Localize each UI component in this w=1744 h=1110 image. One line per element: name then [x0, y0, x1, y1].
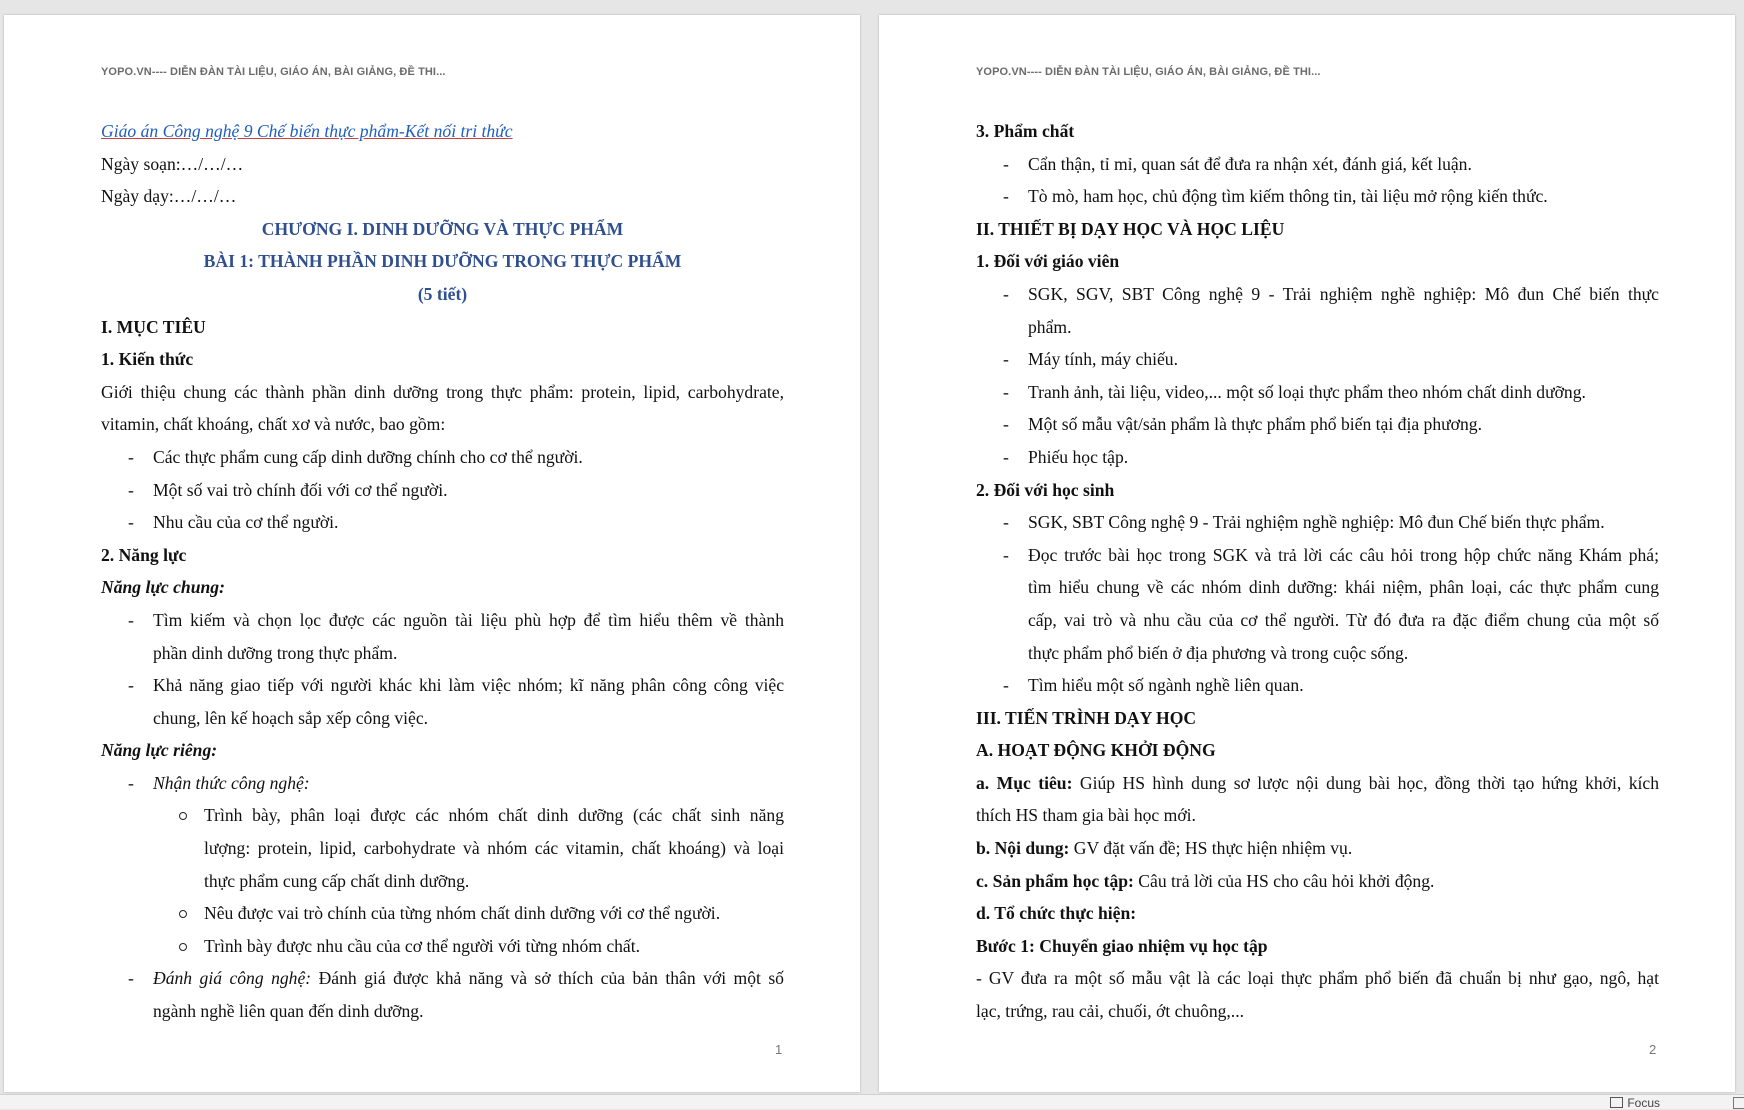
- subsection-heading: 2. Năng lực: [101, 544, 187, 565]
- page-body[interactable]: [976, 115, 1659, 1028]
- focus-label: Focus: [1627, 1096, 1660, 1110]
- list-item-continuation: ngành nghề liên quan đến dinh dưỡng.: [153, 1001, 424, 1022]
- page-header: YOPO.VN---- DIỄN ĐÀN TÀI LIỆU, GIÁO ÁN, BÀI GIẢNG, ĐỀ THI...: [976, 66, 1321, 78]
- paragraph-line: - GV đưa ra một số mẫu vật là các loại thực phẩm phổ biến đã chuẩn bị như gạo, ngô, hạt: [976, 968, 1659, 989]
- list-item: - Khả năng giao tiếp với người khác khi làm việc nhóm; kĩ năng phân công công việc: [101, 669, 784, 702]
- list-item-label: Đánh giá công nghệ:: [153, 968, 312, 989]
- subsection-heading: 1. Đối với giáo viên: [976, 251, 1120, 272]
- section-heading: I. MỤC TIÊU: [101, 316, 206, 337]
- subheading-italic: Năng lực chung:: [101, 577, 225, 598]
- section-heading: A. HOẠT ĐỘNG KHỞI ĐỘNG: [976, 740, 1216, 761]
- list-item: - Một số mẫu vật/sản phẩm là thực phẩm phổ biến tại địa phương.: [976, 408, 1659, 441]
- paragraph-line: thích HS tham gia bài học mới.: [976, 805, 1196, 826]
- list-item-continuation: chung, lên kế hoạch sắp xếp công việc.: [153, 707, 429, 728]
- field-label: b. Nội dung:: [976, 838, 1070, 859]
- paragraph-line: [976, 865, 1659, 898]
- list-item: - SGK, SGV, SBT Công nghệ 9 - Trải nghiệm nghề nghiệp: Mô đun Chế biến thực: [976, 278, 1659, 311]
- list-item: - Cẩn thận, tỉ mỉ, quan sát để đưa ra nhận xét, đánh giá, kết luận.: [976, 148, 1659, 181]
- list-item: - Nhu cầu của cơ thể người.: [101, 506, 784, 539]
- list-item: - Tò mò, ham học, chủ động tìm kiếm thông tin, tài liệu mở rộng kiến thức.: [976, 180, 1659, 213]
- list-item: - Nhận thức công nghệ:: [101, 767, 784, 800]
- sublist-item: Nêu được vai trò chính của từng nhóm chất dinh dưỡng với cơ thể người.: [101, 897, 784, 930]
- list-item: - Tìm hiểu một số ngành nghề liên quan.: [976, 669, 1659, 702]
- field-label: a. Mục tiêu:: [976, 772, 1073, 793]
- field-text: GV đặt vấn đề; HS thực hiện nhiệm vụ.: [1069, 838, 1353, 859]
- page-number: 1: [775, 1042, 783, 1057]
- subheading-italic: Năng lực riêng:: [101, 740, 218, 761]
- list-item: - Các thực phẩm cung cấp dinh dưỡng chính cho cơ thể người.: [101, 441, 784, 474]
- section-heading: II. THIẾT BỊ DẠY HỌC VÀ HỌC LIỆU: [976, 218, 1285, 239]
- field-text: Câu trả lời của HS cho câu hỏi khởi động.: [1133, 870, 1435, 891]
- list-item-text: Đánh giá được khả năng và sở thích của bản thân với một số: [311, 968, 784, 989]
- step-heading: Bước 1: Chuyển giao nhiệm vụ học tập: [976, 935, 1268, 956]
- focus-icon: [1610, 1097, 1623, 1108]
- ngay-soan: Ngày soạn:…/…/…: [101, 153, 244, 174]
- sublist-item-continuation: lượng: protein, lipid, carbohydrate và nhóm các vitamin, chất khoáng) và loại: [204, 838, 784, 859]
- page-body[interactable]: [101, 115, 784, 1028]
- status-bar: [0, 1094, 1744, 1109]
- list-item: - Tìm kiếm và chọn lọc được các nguồn tài liệu phù hợp để tìm hiểu thêm về thành: [101, 604, 784, 637]
- list-item-continuation: phẩm.: [1028, 316, 1072, 337]
- document-page-2[interactable]: [879, 15, 1735, 1092]
- list-item-continuation: cấp, vai trò và nhu cầu của cơ thể người. Từ đó đưa ra đặc điểm chung của một số: [1028, 609, 1659, 630]
- subsection-heading: 1. Kiến thức: [101, 349, 194, 370]
- focus-mode-button[interactable]: [1610, 1096, 1660, 1110]
- list-item: - Một số vai trò chính đối với cơ thể người.: [101, 474, 784, 507]
- paragraph-line: Giới thiệu chung các thành phần dinh dưỡng trong thực phẩm: protein, lipid, carbohydrate,: [101, 381, 784, 402]
- field-label: d. Tổ chức thực hiện:: [976, 903, 1137, 924]
- page-number: 2: [1649, 1042, 1657, 1057]
- ngay-day: Ngày dạy:…/…/…: [101, 186, 237, 207]
- sublist-item-continuation: thực phẩm cung cấp chất dinh dưỡng.: [204, 870, 470, 891]
- list-item-continuation: tìm hiểu chung về các nhóm dinh dưỡng: khái niệm, phân loại, các thực phẩm cung: [1028, 577, 1659, 598]
- document-page-1[interactable]: [4, 15, 860, 1092]
- chapter-heading: CHƯƠNG I. DINH DƯỠNG VÀ THỰC PHẨM: [261, 218, 624, 239]
- paragraph-line: [976, 767, 1659, 800]
- list-item-continuation: phần dinh dưỡng trong thực phẩm.: [153, 642, 398, 663]
- list-item: [101, 962, 784, 995]
- lesson-periods: (5 tiết): [417, 283, 468, 304]
- section-heading: III. TIẾN TRÌNH DẠY HỌC: [976, 707, 1197, 728]
- sublist-item: Trình bày, phân loại được các nhóm chất dinh dưỡng (các chất sinh năng: [101, 799, 784, 832]
- subsection-heading: 3. Phẩm chất: [976, 121, 1075, 141]
- field-text: Giúp HS hình dung sơ lược nội dung bài học, đồng thời tạo hứng khởi, kích: [1072, 772, 1659, 793]
- paragraph-line: vitamin, chất khoáng, chất xơ và nước, bao gồm:: [101, 414, 446, 435]
- list-item-continuation: thực phẩm phổ biến ở địa phương và trong cuộc sống.: [1028, 642, 1409, 663]
- lesson-heading: BÀI 1: THÀNH PHẦN DINH DƯỠNG TRONG THỰC PHẨM: [203, 251, 682, 272]
- paragraph-line: lạc, trứng, rau cải, chuối, ớt chuông,...: [976, 1001, 1245, 1022]
- list-item: - Máy tính, máy chiếu.: [976, 343, 1659, 376]
- field-label: c. Sản phẩm học tập:: [976, 870, 1134, 891]
- sublist-item: Trình bày được nhu cầu của cơ thể người với từng nhóm chất.: [101, 930, 784, 963]
- page-header: YOPO.VN---- DIỄN ĐÀN TÀI LIỆU, GIÁO ÁN, BÀI GIẢNG, ĐỀ THI...: [101, 66, 446, 78]
- list-item: - Tranh ảnh, tài liệu, video,... một số loại thực phẩm theo nhóm chất dinh dưỡng.: [976, 376, 1659, 409]
- list-item: - SGK, SBT Công nghệ 9 - Trải nghiệm nghề nghiệp: Mô đun Chế biến thực phẩm.: [976, 506, 1659, 539]
- view-layout-icon[interactable]: [1733, 1097, 1744, 1109]
- paragraph-line: [976, 832, 1659, 865]
- document-title-link[interactable]: Giáo án Công nghệ 9 Chế biến thực phẩm-Kết nối tri thức: [101, 121, 513, 141]
- list-item: - Đọc trước bài học trong SGK và trả lời các câu hỏi trong hộp chức năng Khám phá;: [976, 539, 1659, 572]
- list-item: - Phiếu học tập.: [976, 441, 1659, 474]
- subsection-heading: 2. Đối với học sinh: [976, 479, 1115, 500]
